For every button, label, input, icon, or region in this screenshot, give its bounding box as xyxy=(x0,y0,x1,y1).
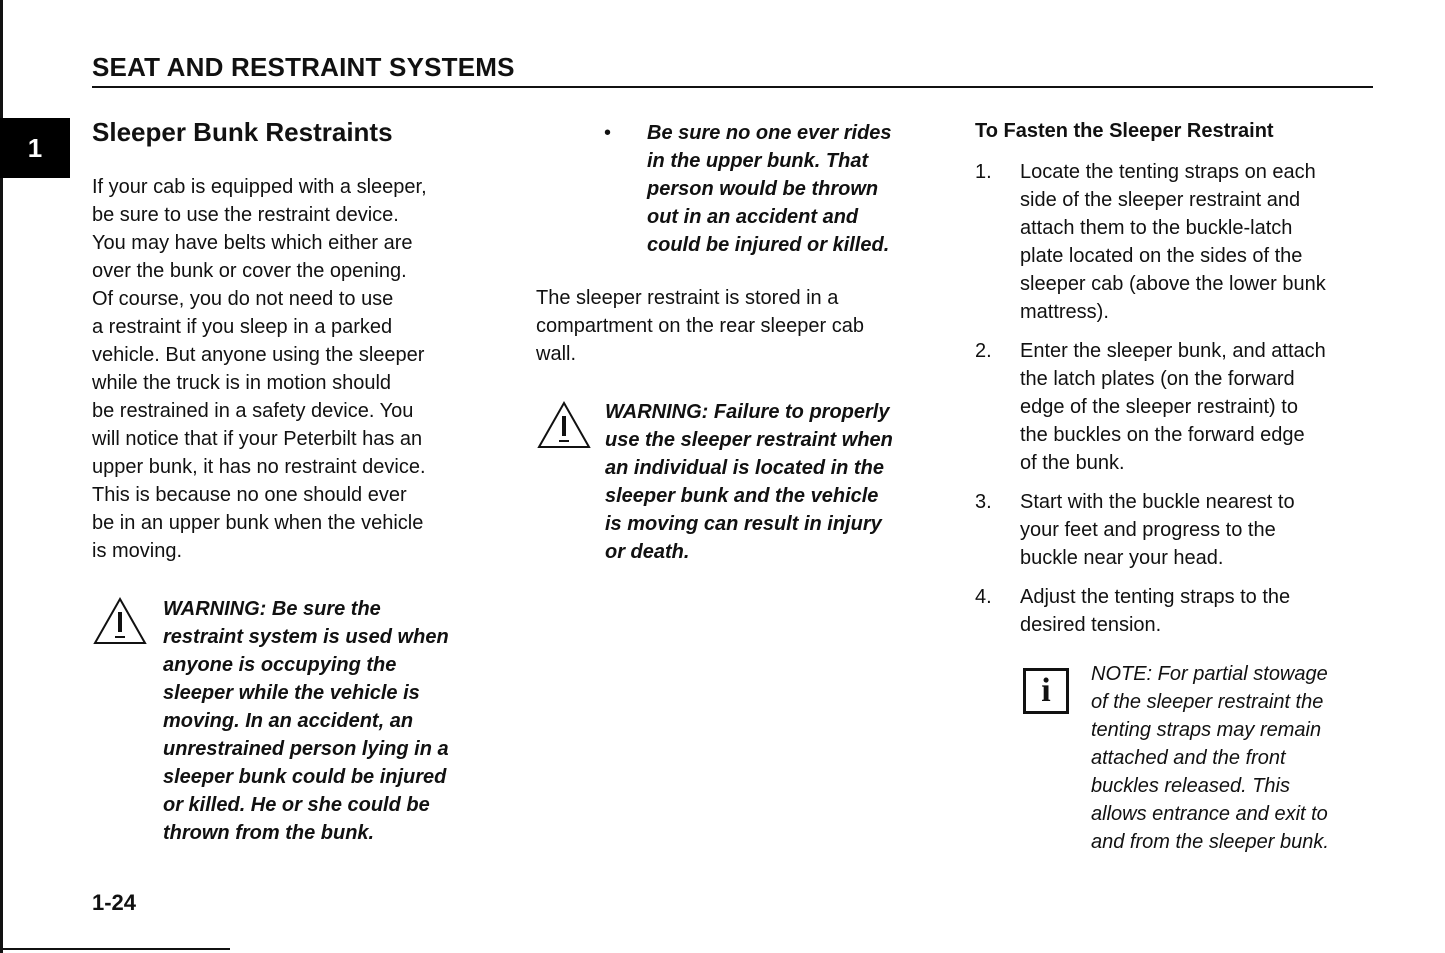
note-line: buckles released. This xyxy=(1091,775,1290,797)
step-line: the buckles on the forward edge xyxy=(1020,424,1305,446)
step-number: 4. xyxy=(975,586,992,608)
bullet-line: Be sure no one ever rides xyxy=(647,122,892,144)
bullet-line: could be injured or killed. xyxy=(647,234,890,256)
page-number: 1-24 xyxy=(92,890,137,915)
storage-paragraph xyxy=(536,284,936,368)
text-line: wall. xyxy=(536,343,577,365)
warning-line: WARNING: Be sure the xyxy=(163,598,381,620)
text-line: will notice that if your Peterbilt has an xyxy=(92,428,423,450)
note-line: of the sleeper restraint the xyxy=(1091,691,1324,713)
warning-line: thrown from the bunk. xyxy=(163,822,375,844)
step-line: attach them to the buckle-latch xyxy=(1020,217,1293,239)
warning-line: or killed. He or she could be xyxy=(163,794,430,816)
warning-line: WARNING: Failure to properly xyxy=(605,401,890,423)
warning-line: anyone is occupying the xyxy=(163,654,397,676)
step-line: your feet and progress to the xyxy=(1020,519,1276,541)
warning-triangle-icon xyxy=(536,400,592,450)
warning-line: use the sleeper restraint when xyxy=(605,429,893,451)
text-line: is moving. xyxy=(92,540,183,562)
step-line: sleeper cab (above the lower bunk xyxy=(1020,273,1326,295)
text-line: Of course, you do not need to use xyxy=(92,288,394,310)
warning-line: sleeper while the vehicle is xyxy=(163,682,420,704)
text-line: You may have belts which either are xyxy=(92,232,413,254)
step-line: buckle near your head. xyxy=(1020,547,1224,569)
note-line: allows entrance and exit to xyxy=(1091,803,1328,825)
step-line: mattress). xyxy=(1020,301,1109,323)
step-number: 3. xyxy=(975,491,992,513)
note-line: and from the sleeper bunk. xyxy=(1091,831,1329,853)
text-line: over the bunk or cover the opening. xyxy=(92,260,407,282)
header-rule xyxy=(92,86,1373,88)
text-line: The sleeper restraint is stored in a xyxy=(536,287,839,309)
footer-rule xyxy=(0,948,230,950)
bullet-line: person would be thrown xyxy=(647,178,879,200)
note-line: attached and the front xyxy=(1091,747,1286,769)
step-line: Locate the tenting straps on each xyxy=(1020,161,1316,183)
warning-line: sleeper bunk could be injured xyxy=(163,766,447,788)
procedure-title: To Fasten the Sleeper Restraint xyxy=(975,120,1274,142)
text-line: This is because no one should ever xyxy=(92,484,407,506)
bullet-item xyxy=(647,119,947,259)
warning-line: restraint system is used when xyxy=(163,626,449,648)
warning-line: unrestrained person lying in a xyxy=(163,738,449,760)
bullet-line: in the upper bunk. That xyxy=(647,150,869,172)
chapter-tab: 1 xyxy=(0,118,70,178)
step-number: 1. xyxy=(975,161,992,183)
warning-block xyxy=(605,398,945,566)
bullet-icon: • xyxy=(604,122,612,144)
warning-line: sleeper bunk and the vehicle xyxy=(605,485,879,507)
note-line: tenting straps may remain xyxy=(1091,719,1322,741)
warning-line: is moving can result in injury xyxy=(605,513,882,535)
text-line: vehicle. But anyone using the sleeper xyxy=(92,344,425,366)
bullet-line: out in an accident and xyxy=(647,206,859,228)
step-line: plate located on the sides of the xyxy=(1020,245,1303,267)
warning-line: moving. In an accident, an xyxy=(163,710,414,732)
warning-line: or death. xyxy=(605,541,690,563)
text-line: If your cab is equipped with a sleeper, xyxy=(92,176,427,198)
text-line: be restrained in a safety device. You xyxy=(92,400,414,422)
intro-paragraph xyxy=(92,173,502,565)
step-line: Start with the buckle nearest to xyxy=(1020,491,1295,513)
step-line: side of the sleeper restraint and xyxy=(1020,189,1301,211)
text-line: while the truck is in motion should xyxy=(92,372,392,394)
text-line: be in an upper bunk when the vehicle xyxy=(92,512,424,534)
text-line: compartment on the rear sleeper cab xyxy=(536,315,864,337)
section-title: SEAT AND RESTRAINT SYSTEMS xyxy=(92,52,515,82)
step-line: Adjust the tenting straps to the xyxy=(1020,586,1291,608)
subsection-title: Sleeper Bunk Restraints xyxy=(92,117,393,147)
warning-block xyxy=(163,595,503,847)
warning-triangle-icon xyxy=(92,596,148,646)
warning-line: an individual is located in the xyxy=(605,457,884,479)
info-icon: i xyxy=(1023,668,1069,714)
step-number: 2. xyxy=(975,340,992,362)
text-line: upper bunk, it has no restraint device. xyxy=(92,456,426,478)
step-line: edge of the sleeper restraint) to xyxy=(1020,396,1298,418)
note-block xyxy=(1091,660,1381,856)
step-line: of the bunk. xyxy=(1020,452,1125,474)
note-line: NOTE: For partial stowage xyxy=(1091,663,1328,685)
step-line: Enter the sleeper bunk, and attach xyxy=(1020,340,1326,362)
step-line: desired tension. xyxy=(1020,614,1162,636)
text-line: be sure to use the restraint device. xyxy=(92,204,399,226)
text-line: a restraint if you sleep in a parked xyxy=(92,316,393,338)
step-line: the latch plates (on the forward xyxy=(1020,368,1295,390)
